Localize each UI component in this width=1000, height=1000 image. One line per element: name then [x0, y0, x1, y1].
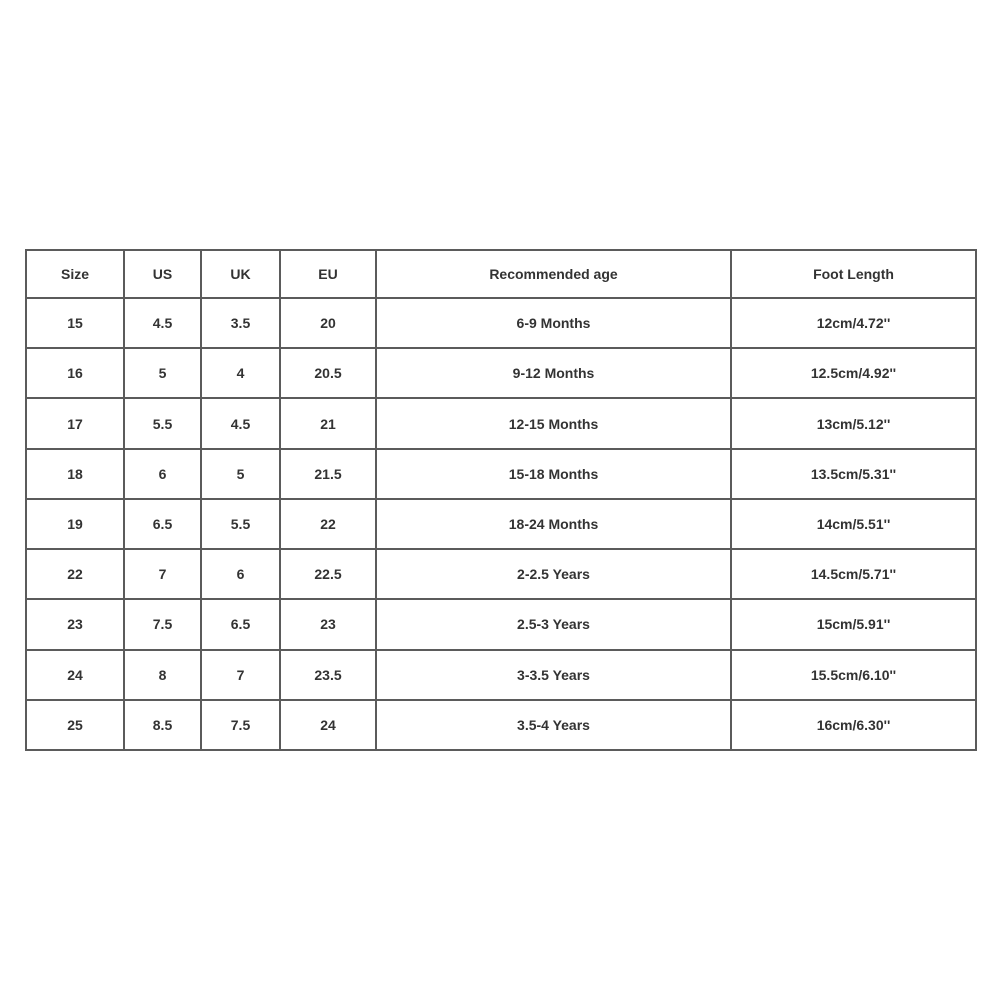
cell-us: 8	[124, 650, 201, 700]
cell-eu: 22	[280, 499, 376, 549]
cell-foot-length: 13.5cm/5.31''	[731, 449, 976, 499]
cell-us: 8.5	[124, 700, 201, 750]
cell-us: 6.5	[124, 499, 201, 549]
table-row	[26, 298, 976, 348]
cell-size: 25	[26, 700, 124, 750]
table-row	[26, 398, 976, 448]
cell-eu: 23	[280, 599, 376, 649]
cell-recommended-age: 6-9 Months	[376, 298, 731, 348]
cell-size: 19	[26, 499, 124, 549]
header-foot-length: Foot Length	[731, 250, 976, 298]
cell-us: 5	[124, 348, 201, 398]
table-row	[26, 499, 976, 549]
header-size: Size	[26, 250, 124, 298]
cell-size: 16	[26, 348, 124, 398]
cell-recommended-age: 15-18 Months	[376, 449, 731, 499]
cell-recommended-age: 12-15 Months	[376, 398, 731, 448]
cell-uk: 5	[201, 449, 280, 499]
cell-us: 7.5	[124, 599, 201, 649]
cell-foot-length: 16cm/6.30''	[731, 700, 976, 750]
cell-us: 6	[124, 449, 201, 499]
cell-uk: 4	[201, 348, 280, 398]
cell-recommended-age: 3-3.5 Years	[376, 650, 731, 700]
cell-eu: 21.5	[280, 449, 376, 499]
cell-size: 22	[26, 549, 124, 599]
cell-eu: 24	[280, 700, 376, 750]
cell-foot-length: 12.5cm/4.92''	[731, 348, 976, 398]
cell-recommended-age: 2-2.5 Years	[376, 549, 731, 599]
cell-uk: 7.5	[201, 700, 280, 750]
cell-size: 24	[26, 650, 124, 700]
cell-recommended-age: 2.5-3 Years	[376, 599, 731, 649]
cell-recommended-age: 9-12 Months	[376, 348, 731, 398]
cell-uk: 4.5	[201, 398, 280, 448]
table-row	[26, 599, 976, 649]
cell-us: 7	[124, 549, 201, 599]
cell-uk: 7	[201, 650, 280, 700]
cell-eu: 21	[280, 398, 376, 448]
cell-uk: 6	[201, 549, 280, 599]
table-row	[26, 700, 976, 750]
cell-foot-length: 14.5cm/5.71''	[731, 549, 976, 599]
cell-foot-length: 15.5cm/6.10''	[731, 650, 976, 700]
cell-us: 4.5	[124, 298, 201, 348]
cell-foot-length: 14cm/5.51''	[731, 499, 976, 549]
cell-eu: 22.5	[280, 549, 376, 599]
table-row	[26, 348, 976, 398]
header-uk: UK	[201, 250, 280, 298]
cell-us: 5.5	[124, 398, 201, 448]
cell-uk: 5.5	[201, 499, 280, 549]
header-row	[26, 250, 976, 298]
cell-foot-length: 15cm/5.91''	[731, 599, 976, 649]
header-eu: EU	[280, 250, 376, 298]
cell-eu: 23.5	[280, 650, 376, 700]
table-row	[26, 549, 976, 599]
cell-foot-length: 12cm/4.72''	[731, 298, 976, 348]
header-us: US	[124, 250, 201, 298]
cell-recommended-age: 18-24 Months	[376, 499, 731, 549]
cell-size: 17	[26, 398, 124, 448]
cell-size: 18	[26, 449, 124, 499]
cell-size: 23	[26, 599, 124, 649]
cell-recommended-age: 3.5-4 Years	[376, 700, 731, 750]
cell-foot-length: 13cm/5.12''	[731, 398, 976, 448]
table-row	[26, 449, 976, 499]
cell-eu: 20.5	[280, 348, 376, 398]
header-recommended-age: Recommended age	[376, 250, 731, 298]
size-chart-table	[25, 249, 977, 751]
cell-size: 15	[26, 298, 124, 348]
cell-eu: 20	[280, 298, 376, 348]
table-row	[26, 650, 976, 700]
cell-uk: 6.5	[201, 599, 280, 649]
cell-uk: 3.5	[201, 298, 280, 348]
